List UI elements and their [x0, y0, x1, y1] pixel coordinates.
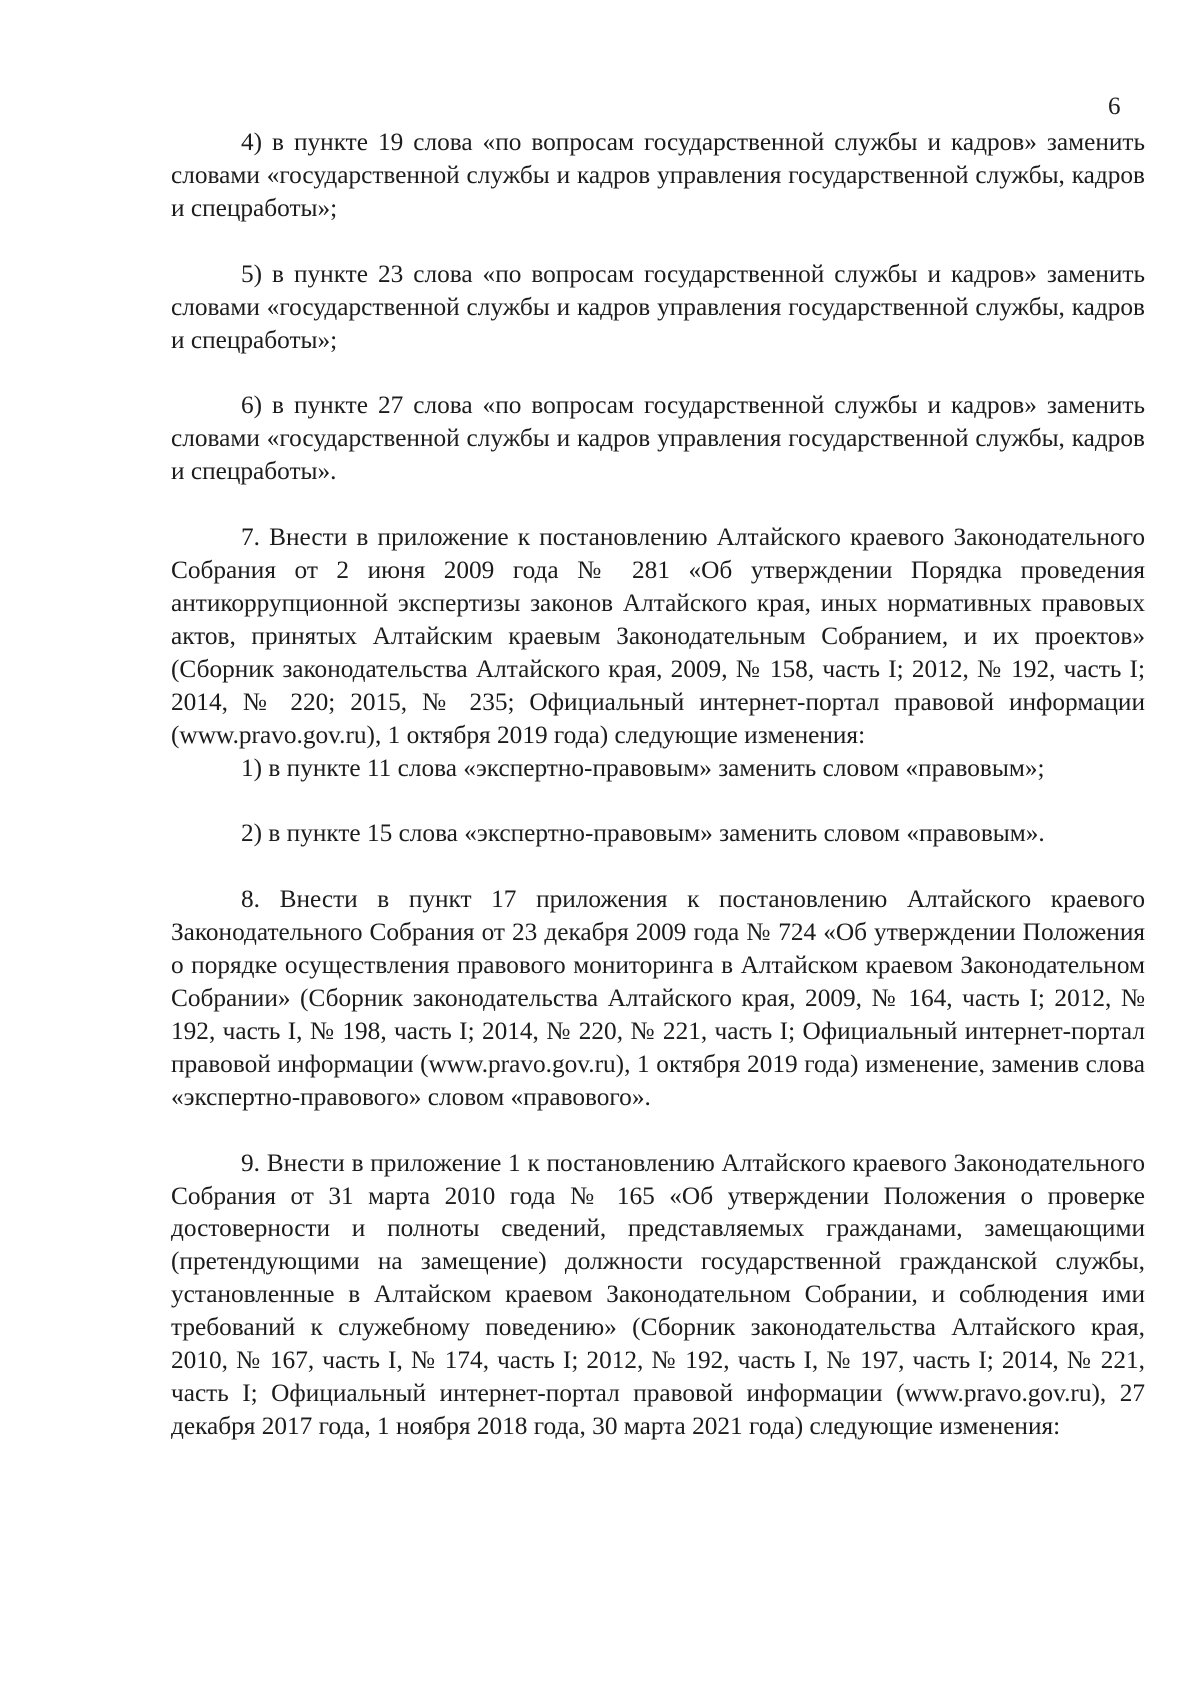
document-body	[171, 126, 1145, 1443]
paragraph-item-5: 5) в пункте 23 слова «по вопросам государственной службы и кадров» заменить словами «государственной службы и кадров управления государственной службы, кадров и спецработы»;	[171, 259, 1145, 354]
paragraph-section-7-item-1: 1) в пункте 11 слова «экспертно-правовым» заменить словом «правовым»;	[241, 753, 1045, 782]
paragraph-item-4: 4) в пункте 19 слова «по вопросам государственной службы и кадров» заменить словами «государственной службы и кадров управления государственной службы, кадров и спецработы»;	[171, 128, 1145, 222]
page-number: 6	[1108, 93, 1121, 120]
paragraph-section-7: 7. Внести в приложение к постановлению Алтайского краевого Законодательного Собрания от 2 июня 2009 года № 281 «Об утверждении Порядка проведения антикоррупционной экспертизы законов Алтайского края, иных нормативных правовых актов, принятых Алтайским краевым Законодательным Собранием, и их проектов» (Сборник законодательства Алтайского края, 2009, № 158, часть I; 2012, № 192, часть I; 2014, № 220; 2015, № 235; Официальный интернет-портал правовой информации (www.pravo.gov.ru), 1 октября 2019 года) следующие изменения:	[171, 523, 1145, 749]
paragraph-section-8: 8. Внести в пункт 17 приложения к постановлению Алтайского краевого Законодательного Собрания от 23 декабря 2009 года № 724 «Об утверждении Положения о порядке осуществления правового мониторинга в Алтайском краевом Законодательном Собрании» (Сборник законодательства Алтайского края, 2009, № 164, часть I; 2012, № 192, часть I, № 198, часть I; 2014, № 220, № 221, часть I; Официальный интернет-портал правовой информации (www.pravo.gov.ru), 1 октября 2019 года) изменение, заменив слова «экспертно-правового» словом «правового».	[171, 885, 1145, 1111]
paragraph-section-9: 9. Внести в приложение 1 к постановлению Алтайского краевого Законодательного Собрания от 31 марта 2010 года № 165 «Об утверждении Положения о проверке достоверности и полноты сведений, представляемых гражданами, замещающими (претендующими на замещение) должности государственной гражданской службы, установленные в Алтайском краевом Законодательном Собрании, и соблюдения ими требований к служебному поведению» (Сборник законодательства Алтайского края, 2010, № 167, часть I, № 174, часть I; 2012, № 192, часть I, № 197, часть I; 2014, № 221, часть I; Официальный интернет-портал правовой информации (www.pravo.gov.ru), 27 декабря 2017 года, 1 ноября 2018 года, 30 марта 2021 года) следующие изменения:	[171, 1148, 1145, 1440]
paragraph-item-6: 6) в пункте 27 слова «по вопросам государственной службы и кадров» заменить словами «государственной службы и кадров управления государственной службы, кадров и спецработы».	[171, 391, 1145, 486]
paragraph-section-7-item-2: 2) в пункте 15 слова «экспертно-правовым» заменить словом «правовым».	[241, 819, 1045, 848]
